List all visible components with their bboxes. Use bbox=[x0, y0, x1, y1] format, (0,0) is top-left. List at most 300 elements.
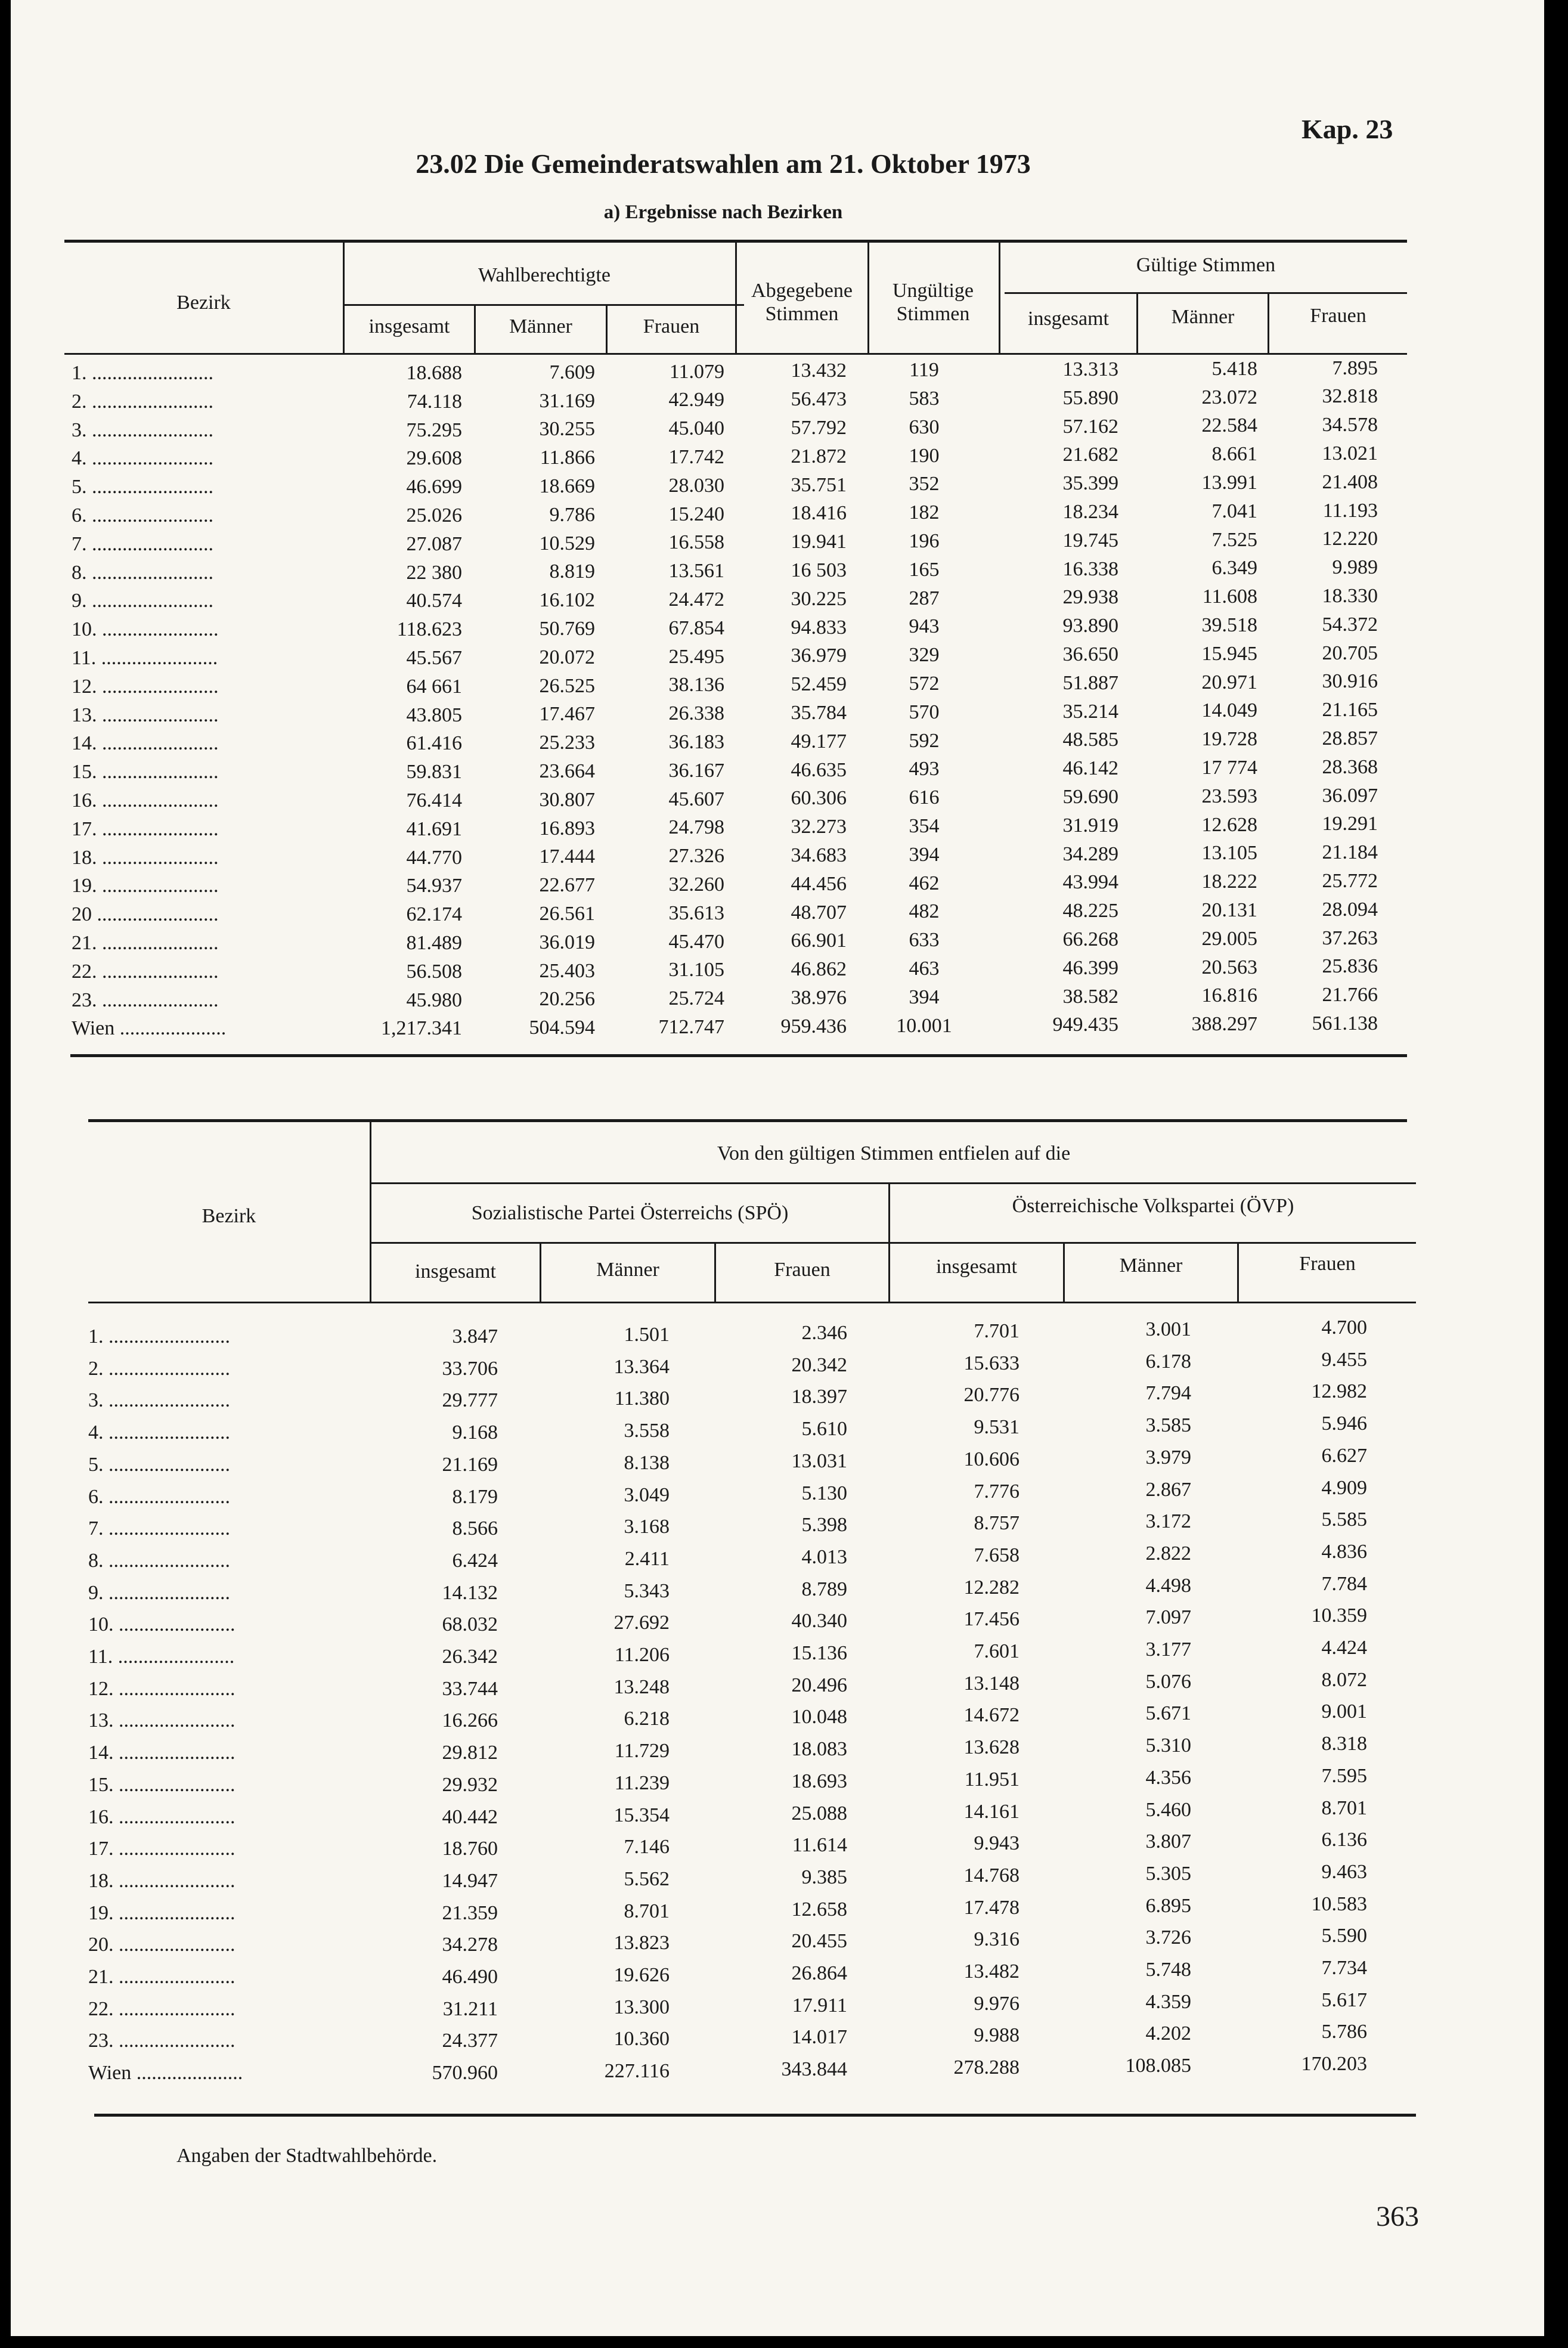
table-cell: 5.130 bbox=[801, 1482, 847, 1504]
table-row-label: 21. ....................... bbox=[88, 1966, 235, 1988]
document-title: 23.02 Die Gemeinderatswahlen am 21. Oktober 1973 bbox=[416, 148, 1031, 179]
table-row-label: 4. ........................ bbox=[88, 1421, 230, 1444]
table-cell: 3.726 bbox=[1145, 1926, 1191, 1949]
table-cell: 493 bbox=[909, 758, 940, 780]
table-cell: 34.683 bbox=[791, 844, 847, 866]
table-row-label: 10. ....................... bbox=[88, 1613, 235, 1636]
table-cell: 119 bbox=[909, 359, 939, 382]
table-cell: 46.699 bbox=[406, 476, 462, 498]
table-cell: 19.291 bbox=[1322, 813, 1378, 835]
table-cell: 5.617 bbox=[1321, 1988, 1367, 2011]
table-cell: 48.585 bbox=[1062, 729, 1118, 751]
table-cell: 5.562 bbox=[624, 1867, 670, 1890]
table-cell: 352 bbox=[909, 473, 940, 495]
table-cell: 50.769 bbox=[539, 618, 595, 640]
table-cell: 5.310 bbox=[1145, 1734, 1191, 1757]
table-cell: 11.951 bbox=[964, 1768, 1019, 1791]
table-cell: 5.585 bbox=[1321, 1508, 1367, 1531]
table-row-label: 5. ........................ bbox=[88, 1453, 230, 1476]
table-cell: 4.498 bbox=[1145, 1574, 1191, 1597]
table-cell: 28.857 bbox=[1322, 727, 1378, 749]
table-cell: 1.501 bbox=[624, 1324, 670, 1346]
table-cell: 15.945 bbox=[1201, 642, 1257, 665]
table-cell: 40.442 bbox=[442, 1805, 498, 1828]
table-cell: 18.397 bbox=[791, 1386, 847, 1408]
table-cell: 35.751 bbox=[791, 473, 847, 496]
table-cell: 7.701 bbox=[974, 1320, 1019, 1342]
table-row-label: 18. ....................... bbox=[72, 846, 219, 869]
table-cell: 36.183 bbox=[668, 731, 724, 753]
table-cell: 57.162 bbox=[1062, 415, 1118, 438]
table-row-label: 1. ........................ bbox=[72, 362, 213, 384]
table-cell: 25.088 bbox=[791, 1802, 847, 1824]
table-cell: 59.831 bbox=[406, 761, 462, 783]
table-cell: 5.305 bbox=[1145, 1862, 1191, 1885]
table-cell: 15.633 bbox=[963, 1352, 1019, 1374]
table-cell: 630 bbox=[909, 416, 940, 438]
table-cell: 462 bbox=[909, 872, 940, 894]
table-cell: 18.330 bbox=[1322, 585, 1378, 607]
table-cell: 6.349 bbox=[1211, 557, 1257, 580]
table-cell: 23.664 bbox=[539, 760, 595, 782]
table-cell: 24.472 bbox=[668, 588, 724, 611]
table-cell: 21.682 bbox=[1062, 444, 1118, 466]
table-cell: 6.627 bbox=[1321, 1444, 1367, 1467]
table-cell: 46.862 bbox=[791, 958, 847, 981]
table2-sub-rule bbox=[371, 1242, 1416, 1244]
table-cell: 30.255 bbox=[539, 418, 595, 441]
table-cell: 3.847 bbox=[452, 1325, 498, 1348]
table-cell: 5.590 bbox=[1321, 1925, 1367, 1947]
table-cell: 5.076 bbox=[1145, 1670, 1191, 1693]
table-cell: 10.048 bbox=[791, 1706, 847, 1729]
table-cell: 23.593 bbox=[1201, 785, 1257, 807]
table1-group-gueltige: Gültige Stimmen bbox=[1136, 254, 1276, 276]
document-subtitle: a) Ergebnisse nach Bezirken bbox=[603, 202, 843, 223]
table-cell: 19.626 bbox=[613, 1964, 670, 1986]
table-row-label: 7. ........................ bbox=[72, 532, 213, 555]
table-cell: 25.233 bbox=[539, 732, 595, 754]
table-cell: 21.766 bbox=[1322, 984, 1378, 1006]
table-cell: 959.436 bbox=[780, 1015, 847, 1037]
table-cell: 583 bbox=[909, 388, 940, 410]
table-cell: 26.525 bbox=[539, 674, 595, 697]
table-cell: 9.531 bbox=[974, 1416, 1019, 1439]
table-row-label: 17. ....................... bbox=[72, 817, 219, 840]
table-cell: 41.691 bbox=[406, 817, 462, 840]
table-cell: 4.359 bbox=[1145, 1990, 1191, 2013]
table-cell: 94.833 bbox=[791, 616, 847, 639]
table-cell: 287 bbox=[909, 587, 940, 609]
table-cell: 13.248 bbox=[613, 1675, 670, 1698]
table-cell: 2.346 bbox=[801, 1322, 847, 1344]
table-cell: 68.032 bbox=[442, 1613, 498, 1636]
table-cell: 504.594 bbox=[529, 1017, 595, 1039]
table-cell: 16.558 bbox=[668, 531, 724, 554]
table-cell: 51.887 bbox=[1062, 671, 1118, 694]
table-cell: 5.343 bbox=[624, 1579, 670, 1602]
table-cell: 18.688 bbox=[406, 362, 462, 384]
table-cell: 35.214 bbox=[1062, 700, 1118, 723]
table-cell: 7.525 bbox=[1211, 528, 1257, 551]
table-cell: 11.614 bbox=[792, 1834, 847, 1857]
table-cell: 633 bbox=[909, 929, 940, 952]
table-cell: 10.360 bbox=[613, 2028, 670, 2050]
table-cell: 76.414 bbox=[406, 789, 462, 811]
table-cell: 6.218 bbox=[624, 1708, 670, 1730]
table-cell: 19.728 bbox=[1201, 728, 1257, 751]
table-cell: 561.138 bbox=[1312, 1012, 1378, 1034]
table-cell: 28.094 bbox=[1322, 898, 1378, 921]
table-row-label: 18. ....................... bbox=[88, 1869, 235, 1892]
table-cell: 329 bbox=[909, 644, 940, 667]
table-cell: 14.768 bbox=[963, 1864, 1019, 1887]
table-cell: 34.278 bbox=[442, 1934, 498, 1956]
table-cell: 14.049 bbox=[1201, 699, 1257, 722]
table-cell: 31.211 bbox=[442, 1997, 498, 2020]
table1-gueltige-frauen: Frauen bbox=[1310, 305, 1366, 327]
table-cell: 8.661 bbox=[1211, 443, 1257, 466]
table-cell: 81.489 bbox=[406, 932, 462, 954]
table-row-label: 20. ....................... bbox=[88, 1934, 235, 1956]
table-cell: 182 bbox=[909, 501, 940, 524]
table-cell: 3.049 bbox=[624, 1483, 670, 1506]
table-cell: 30.225 bbox=[791, 587, 847, 610]
table-row-label: 20 ........................ bbox=[72, 903, 219, 926]
table-cell: 190 bbox=[909, 444, 940, 467]
table-row-label: 9. ........................ bbox=[88, 1581, 230, 1604]
table-cell: 10.001 bbox=[896, 1014, 952, 1037]
table-cell: 14.161 bbox=[963, 1800, 1019, 1823]
table-cell: 388.297 bbox=[1191, 1013, 1257, 1036]
table-cell: 46.635 bbox=[791, 758, 847, 781]
table-cell: 9.988 bbox=[974, 2024, 1019, 2047]
table1-wahlberechtigte-rule bbox=[345, 304, 744, 306]
table-cell: 7.658 bbox=[974, 1544, 1019, 1566]
table-cell: 7.784 bbox=[1321, 1572, 1367, 1595]
table-cell: 25.026 bbox=[406, 504, 462, 526]
table-cell: 54.937 bbox=[406, 875, 462, 897]
table-cell: 3.558 bbox=[624, 1420, 670, 1442]
table-cell: 16.102 bbox=[539, 589, 595, 612]
table-cell: 60.306 bbox=[791, 787, 847, 810]
table-cell: 592 bbox=[909, 729, 940, 752]
table-cell: 14.672 bbox=[963, 1704, 1019, 1727]
table-cell: 570.960 bbox=[432, 2062, 498, 2084]
table-cell: 11.866 bbox=[540, 447, 595, 469]
table-cell: 33.706 bbox=[442, 1357, 498, 1380]
table-cell: 66.268 bbox=[1062, 928, 1118, 950]
table-cell: 9.989 bbox=[1332, 556, 1378, 579]
table-cell: 20.131 bbox=[1201, 899, 1257, 921]
table-cell: 7.041 bbox=[1211, 500, 1257, 522]
table-cell: 11.206 bbox=[614, 1644, 670, 1666]
table-cell: 10.583 bbox=[1311, 1892, 1367, 1915]
table-cell: 66.901 bbox=[791, 930, 847, 952]
table-row-label: 6. ........................ bbox=[72, 504, 213, 526]
table-cell: 35.613 bbox=[668, 902, 724, 924]
table-cell: 35.784 bbox=[791, 702, 847, 724]
table2-group-oevp: Österreichische Volkspartei (ÖVP) bbox=[1012, 1195, 1294, 1217]
table-cell: 11.079 bbox=[669, 360, 724, 383]
table-cell: 32.273 bbox=[791, 816, 847, 838]
table-cell: 29.777 bbox=[442, 1389, 498, 1412]
table-cell: 12.658 bbox=[791, 1898, 847, 1920]
table-cell: 21.165 bbox=[1322, 699, 1378, 721]
table-cell: 16.893 bbox=[539, 817, 595, 840]
table-cell: 6.136 bbox=[1321, 1829, 1367, 1851]
table-cell: 23.072 bbox=[1201, 386, 1257, 408]
table-cell: 8.701 bbox=[624, 1900, 670, 1922]
table-cell: 11.608 bbox=[1202, 586, 1257, 608]
table-cell: 13.561 bbox=[668, 560, 724, 583]
table-cell: 6.424 bbox=[452, 1549, 498, 1572]
table-cell: 13.432 bbox=[791, 360, 847, 382]
table-row-label: Wien ..................... bbox=[88, 2062, 243, 2084]
table2-spoe-frauen: Frauen bbox=[774, 1259, 831, 1281]
table-cell: 12.982 bbox=[1311, 1380, 1367, 1403]
table-cell: 61.416 bbox=[406, 732, 462, 755]
table-cell: 32.260 bbox=[668, 873, 724, 896]
table-cell: 2.822 bbox=[1145, 1542, 1191, 1565]
table-cell: 45.607 bbox=[668, 788, 724, 810]
table-cell: 21.359 bbox=[442, 1901, 498, 1924]
table-cell: 17 774 bbox=[1201, 757, 1257, 779]
table-cell: 62.174 bbox=[406, 903, 462, 926]
table-cell: 108.085 bbox=[1125, 2055, 1191, 2077]
table-cell: 1,217.341 bbox=[381, 1017, 462, 1040]
table2-bottom-rule bbox=[94, 2114, 1416, 2117]
table-cell: 24.377 bbox=[442, 2030, 498, 2052]
table-cell: 20.455 bbox=[791, 1930, 847, 1953]
table-cell: 4.700 bbox=[1321, 1317, 1367, 1339]
table-cell: 45.040 bbox=[668, 417, 724, 440]
table-cell: 20.496 bbox=[791, 1674, 847, 1696]
table-cell: 13.148 bbox=[963, 1672, 1019, 1695]
table-cell: 21.872 bbox=[791, 445, 847, 467]
table-cell: 11.729 bbox=[614, 1740, 670, 1762]
table-cell: 21.408 bbox=[1322, 470, 1378, 493]
table-cell: 27.692 bbox=[613, 1612, 670, 1634]
table-cell: 5.946 bbox=[1321, 1412, 1367, 1435]
table-row-label: 3. ........................ bbox=[72, 419, 213, 441]
table-cell: 394 bbox=[909, 843, 940, 866]
table-cell: 11.380 bbox=[614, 1387, 670, 1410]
table-cell: 8.179 bbox=[452, 1485, 498, 1508]
table-cell: 3.585 bbox=[1145, 1414, 1191, 1437]
table-cell: 46.490 bbox=[442, 1966, 498, 1988]
table-cell: 6.895 bbox=[1145, 1894, 1191, 1917]
table-row-label: 23. ....................... bbox=[72, 989, 219, 1011]
table2-oevp-insgesamt: insgesamt bbox=[936, 1256, 1017, 1278]
table-cell: 20.256 bbox=[539, 988, 595, 1011]
table-cell: 16.338 bbox=[1062, 557, 1118, 580]
table-cell: 570 bbox=[909, 701, 940, 723]
table-cell: 7.776 bbox=[974, 1480, 1019, 1503]
table1-gueltige-insgesamt: insgesamt bbox=[1028, 308, 1109, 330]
table-cell: 3.807 bbox=[1145, 1830, 1191, 1853]
table-cell: 7.794 bbox=[1145, 1382, 1191, 1405]
table-cell: 18.234 bbox=[1062, 501, 1118, 523]
table-cell: 27.326 bbox=[668, 845, 724, 868]
table-row-label: 8. ........................ bbox=[88, 1549, 230, 1572]
table-cell: 572 bbox=[909, 673, 940, 695]
table2-oevp-frauen: Frauen bbox=[1299, 1253, 1356, 1275]
table-cell: 3.001 bbox=[1145, 1318, 1191, 1340]
table-cell: 9.168 bbox=[452, 1421, 498, 1444]
table-cell: 10.359 bbox=[1311, 1604, 1367, 1627]
table-cell: 17.742 bbox=[668, 446, 724, 468]
table-row-label: 16. ....................... bbox=[88, 1805, 235, 1828]
table-cell: 3.177 bbox=[1145, 1638, 1191, 1661]
table-cell: 13.628 bbox=[963, 1736, 1019, 1759]
table-cell: 5.418 bbox=[1211, 357, 1257, 380]
table-cell: 20.342 bbox=[791, 1353, 847, 1376]
table1-col-bezirk: Bezirk bbox=[176, 292, 231, 314]
table1-col-ungueltige: Ungültige Stimmen bbox=[893, 280, 974, 326]
table-cell: 4.013 bbox=[801, 1545, 847, 1568]
table-cell: 18.669 bbox=[539, 475, 595, 497]
table-row-label: 17. ....................... bbox=[88, 1838, 235, 1860]
table-cell: 18.222 bbox=[1201, 871, 1257, 893]
table-row-label: 8. ........................ bbox=[72, 561, 213, 584]
table-cell: 8.789 bbox=[801, 1578, 847, 1600]
table-row-label: 12. ....................... bbox=[72, 675, 219, 698]
table-cell: 13.364 bbox=[613, 1355, 670, 1378]
table-cell: 19.941 bbox=[791, 531, 847, 553]
table-cell: 57.792 bbox=[791, 417, 847, 439]
table-cell: 3.172 bbox=[1145, 1510, 1191, 1533]
table-cell: 4.909 bbox=[1321, 1476, 1367, 1499]
table-cell: 4.356 bbox=[1145, 1766, 1191, 1789]
table-cell: 20.705 bbox=[1322, 642, 1378, 664]
table-cell: 2.411 bbox=[624, 1547, 670, 1570]
table1-gueltige-rule bbox=[1005, 292, 1407, 294]
table-row-label: 9. ........................ bbox=[72, 590, 213, 612]
table-cell: 18.416 bbox=[791, 502, 847, 525]
table-cell: 13.105 bbox=[1201, 842, 1257, 865]
chapter-label: Kap. 23 bbox=[1301, 114, 1393, 144]
table-cell: 17.911 bbox=[792, 1994, 847, 2016]
table-cell: 13.823 bbox=[613, 1932, 670, 1954]
document-page bbox=[11, 0, 1544, 2336]
table-cell: 16.816 bbox=[1201, 984, 1257, 1007]
table-row-label: 15. ....................... bbox=[72, 761, 219, 783]
table-cell: 278.288 bbox=[953, 2056, 1019, 2079]
table-cell: 43.805 bbox=[406, 704, 462, 726]
table-cell: 54.372 bbox=[1322, 613, 1378, 636]
table-cell: 15.354 bbox=[613, 1804, 670, 1826]
table-cell: 5.398 bbox=[801, 1514, 847, 1537]
table-row-label: 19. ....................... bbox=[72, 875, 219, 897]
table-cell: 26.342 bbox=[442, 1646, 498, 1668]
table1-header-rule bbox=[64, 353, 1407, 355]
table-cell: 9.001 bbox=[1321, 1700, 1367, 1723]
table2-spoe-insgesamt: insgesamt bbox=[415, 1260, 496, 1283]
table-cell: 13.313 bbox=[1062, 358, 1118, 380]
table-cell: 18.083 bbox=[791, 1738, 847, 1761]
table-cell: 6.178 bbox=[1145, 1350, 1191, 1373]
table-cell: 25.836 bbox=[1322, 955, 1378, 978]
table-cell: 44.770 bbox=[406, 846, 462, 869]
table-cell: 7.734 bbox=[1321, 1957, 1367, 1979]
table-cell: 5.460 bbox=[1145, 1798, 1191, 1821]
table2-header-rule bbox=[88, 1302, 1416, 1303]
table-cell: 482 bbox=[909, 900, 940, 923]
table-row-label: 23. ....................... bbox=[88, 2030, 235, 2052]
table-cell: 36.650 bbox=[1062, 643, 1118, 665]
table-cell: 3.168 bbox=[624, 1516, 670, 1538]
table-cell: 354 bbox=[909, 815, 940, 837]
table2-group-spoe: Sozialistische Partei Österreichs (SPÖ) bbox=[471, 1202, 789, 1224]
table-cell: 29.608 bbox=[406, 447, 462, 470]
table-cell: 18.760 bbox=[442, 1838, 498, 1860]
table-cell: 8.701 bbox=[1321, 1796, 1367, 1819]
table-cell: 5.786 bbox=[1321, 2021, 1367, 2043]
table2-col-bezirk: Bezirk bbox=[202, 1205, 256, 1227]
table-cell: 14.947 bbox=[442, 1869, 498, 1892]
table-cell: 25.495 bbox=[668, 645, 724, 668]
table-cell: 196 bbox=[909, 530, 940, 552]
table-cell: 36.097 bbox=[1322, 784, 1378, 807]
table-cell: 17.456 bbox=[963, 1608, 1019, 1631]
table-cell: 5.610 bbox=[801, 1418, 847, 1441]
table-cell: 15.136 bbox=[791, 1642, 847, 1664]
table-cell: 15.240 bbox=[668, 503, 724, 525]
table-cell: 28.030 bbox=[668, 474, 724, 497]
table-cell: 42.949 bbox=[668, 389, 724, 411]
table-cell: 38.976 bbox=[791, 987, 847, 1009]
table-row-label: 14. ....................... bbox=[88, 1742, 235, 1764]
table-cell: 20.776 bbox=[963, 1384, 1019, 1407]
table-cell: 46.399 bbox=[1062, 956, 1118, 979]
table2-group-top: Von den gültigen Stimmen entfielen auf die bbox=[717, 1142, 1071, 1164]
table-cell: 38.582 bbox=[1062, 985, 1118, 1008]
table-cell: 40.574 bbox=[406, 590, 462, 612]
table-cell: 949.435 bbox=[1052, 1014, 1118, 1036]
table-row-label: 22. ....................... bbox=[72, 960, 219, 983]
table-cell: 36.019 bbox=[539, 931, 595, 953]
table-cell: 52.459 bbox=[791, 673, 847, 696]
table-cell: 10.606 bbox=[963, 1448, 1019, 1470]
table-cell: 40.340 bbox=[791, 1610, 847, 1633]
table-cell: 16 503 bbox=[791, 559, 847, 581]
page-number: 363 bbox=[1376, 2201, 1419, 2232]
table-cell: 29.938 bbox=[1062, 586, 1118, 609]
table-cell: 29.812 bbox=[442, 1742, 498, 1764]
table-cell: 5.748 bbox=[1145, 1959, 1191, 1981]
table-cell: 45.980 bbox=[406, 989, 462, 1011]
table-cell: 8.819 bbox=[549, 560, 595, 583]
table-cell: 39.518 bbox=[1201, 614, 1257, 636]
table-cell: 33.744 bbox=[442, 1677, 498, 1700]
table-cell: 11.193 bbox=[1322, 499, 1378, 522]
table1-sub-frauen: Frauen bbox=[643, 315, 700, 337]
table-cell: 13.300 bbox=[613, 1996, 670, 2018]
table1-bottom-rule bbox=[70, 1054, 1407, 1057]
table2-group-rule bbox=[371, 1182, 1416, 1184]
table-cell: 48.707 bbox=[791, 901, 847, 924]
table-row-label: 4. ........................ bbox=[72, 447, 213, 470]
table-row-label: 3. ........................ bbox=[88, 1389, 230, 1412]
table-row-label: Wien ..................... bbox=[72, 1017, 227, 1040]
table-cell: 30.807 bbox=[539, 788, 595, 811]
table-row-label: 7. ........................ bbox=[88, 1517, 230, 1540]
table-cell: 227.116 bbox=[604, 2060, 670, 2083]
table-cell: 22 380 bbox=[406, 561, 462, 584]
table-cell: 22.677 bbox=[539, 874, 595, 897]
table-cell: 7.895 bbox=[1332, 357, 1378, 379]
